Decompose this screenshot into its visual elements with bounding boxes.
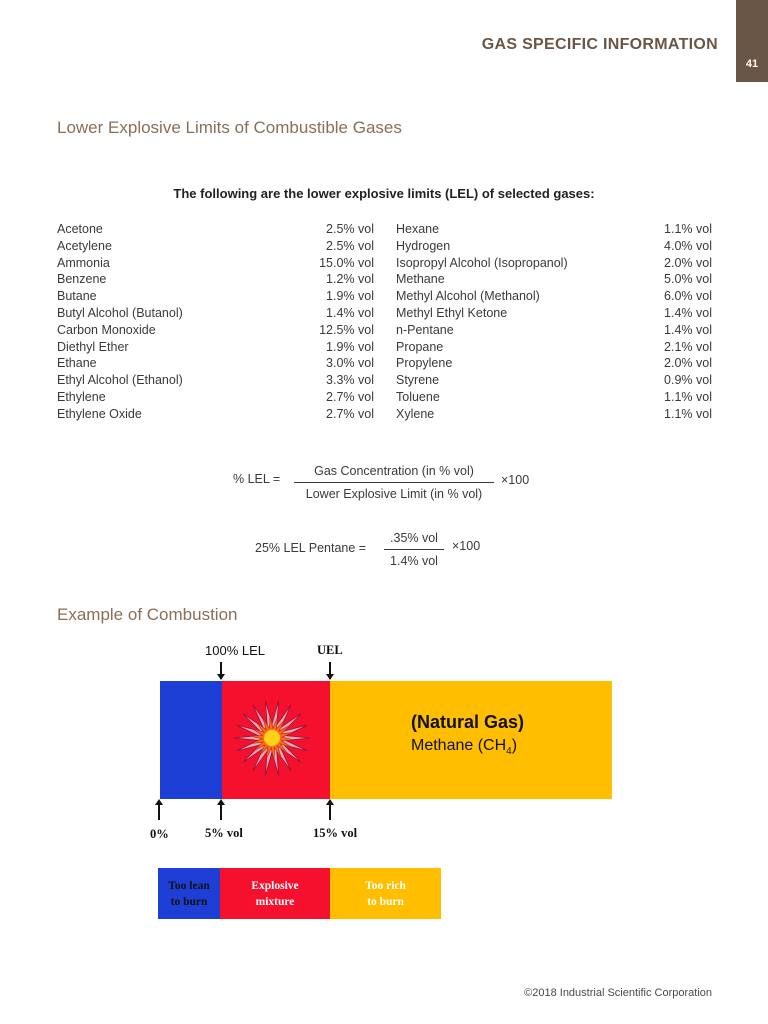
gas-name: Butane	[57, 289, 97, 304]
gas-row	[396, 339, 712, 356]
formula1-multiplier: ×100	[501, 473, 530, 487]
gas-name: Methyl Ethyl Ketone	[396, 305, 508, 320]
gas-row	[57, 322, 374, 339]
gas-row	[57, 389, 374, 406]
gas-name: Ethyl Alcohol (Ethanol)	[57, 373, 183, 388]
gas-name: Diethyl Ether	[57, 339, 129, 354]
formula2-multiplier: ×100	[452, 539, 481, 553]
gas-lel-value: 2.7% vol	[326, 406, 374, 421]
gas-lel-value: 2.5% vol	[326, 238, 374, 253]
scale-arrow-15-icon	[329, 804, 331, 820]
legend-line: to burn	[170, 895, 208, 908]
gas-name: Ethylene Oxide	[57, 406, 142, 421]
gas-name: n-Pentane	[396, 322, 454, 337]
gas-name: Isopropyl Alcohol (Isopropanol)	[396, 255, 568, 270]
gas-list-right	[396, 221, 712, 423]
gas-row	[57, 288, 374, 305]
gas-lel-value: 2.7% vol	[326, 389, 374, 404]
gas-lel-value: 4.0% vol	[664, 238, 712, 253]
gas-name: Propane	[396, 339, 444, 354]
gas-lel-value: 1.4% vol	[664, 322, 712, 337]
gas-row	[396, 288, 712, 305]
formula2-lhs: 25% LEL Pentane =	[255, 541, 367, 555]
gas-row	[396, 221, 712, 238]
gas-lel-value: 2.1% vol	[664, 339, 712, 354]
gas-lel-value: 1.1% vol	[664, 406, 712, 421]
legend-line: Too lean	[168, 879, 210, 892]
gas-row	[57, 238, 374, 255]
gas-lel-value: 2.0% vol	[664, 255, 712, 270]
section-title-lel: Lower Explosive Limits of Combustible Gases	[57, 118, 402, 137]
legend-too-lean	[158, 868, 220, 919]
gas-row	[396, 389, 712, 406]
gas-name: Toluene	[396, 389, 440, 404]
gas-lel-value: 3.3% vol	[326, 373, 374, 388]
gas-formula-prefix: Methane (CH	[411, 737, 507, 754]
gas-lel-value: 6.0% vol	[664, 289, 712, 304]
legend-explosive	[220, 868, 330, 919]
gas-name: Xylene	[396, 406, 435, 421]
gas-row	[57, 221, 374, 238]
gas-list-left	[57, 221, 374, 423]
section-title-combustion: Example of Combustion	[57, 605, 238, 624]
gas-row	[396, 406, 712, 423]
gas-formula-suffix: )	[511, 737, 518, 754]
formula2-numerator: .35% vol	[390, 531, 438, 545]
gas-formula-subscript: 4	[506, 746, 512, 758]
gas-name: Carbon Monoxide	[57, 322, 156, 337]
footer-copyright: ©2018 Industrial Scientific Corporation	[524, 987, 712, 999]
gas-name: Hexane	[396, 222, 440, 236]
gas-name: Propylene	[396, 356, 453, 371]
scale-label-0: 0%	[150, 827, 169, 841]
gas-name: Butyl Alcohol (Butanol)	[57, 305, 183, 320]
gas-name: Acetone	[57, 222, 103, 236]
gas-name: Ethane	[57, 356, 97, 371]
gas-row	[396, 322, 712, 339]
scale-label-5: 5% vol	[205, 826, 243, 840]
gas-row	[57, 271, 374, 288]
formula2-fraction	[384, 531, 444, 568]
gas-row	[396, 305, 712, 322]
gas-lel-value: 2.0% vol	[664, 356, 712, 371]
marker-label-lel: 100% LEL	[205, 643, 265, 658]
lel-intro-text: The following are the lower explosive limits (LEL) of selected gases:	[173, 186, 595, 201]
gas-lel-value: 1.1% vol	[664, 222, 712, 236]
gas-row	[396, 372, 712, 389]
gas-row	[396, 255, 712, 272]
gas-lel-value: 5.0% vol	[664, 272, 712, 287]
gas-lel-value: 1.4% vol	[664, 305, 712, 320]
page-header-title: GAS SPECIFIC INFORMATION	[481, 36, 718, 53]
gas-row	[57, 255, 374, 272]
gas-name: Benzene	[57, 272, 107, 287]
scale-arrow-0-icon	[158, 804, 160, 820]
gas-name: Ammonia	[57, 255, 110, 270]
gas-category-label: (Natural Gas)	[411, 712, 525, 732]
gas-name: Acetylene	[57, 238, 112, 253]
gas-lel-value: 12.5% vol	[319, 322, 374, 337]
explosion-icon	[232, 698, 312, 778]
formula1-lhs: % LEL =	[233, 472, 281, 486]
formula1-numerator: Gas Concentration (in % vol)	[314, 464, 474, 478]
legend-line: Too rich	[365, 879, 406, 892]
legend-line: to burn	[367, 895, 404, 908]
page-number: 41	[745, 58, 759, 70]
legend-line: Explosive	[251, 879, 299, 892]
gas-row	[396, 271, 712, 288]
formula1-fraction	[294, 464, 494, 501]
gas-row	[396, 355, 712, 372]
uel-arrow-icon	[329, 662, 331, 679]
gas-lel-value: 1.2% vol	[326, 272, 374, 287]
gas-name: Methyl Alcohol (Methanol)	[396, 289, 540, 304]
gas-row	[57, 355, 374, 372]
page-number-tab	[736, 0, 768, 82]
gas-lel-value: 1.1% vol	[664, 389, 712, 404]
gas-name: Styrene	[396, 373, 440, 388]
gas-name: Methane	[396, 272, 445, 287]
marker-label-uel: UEL	[317, 643, 343, 657]
gas-lel-value: 3.0% vol	[326, 356, 374, 371]
gas-lel-value: 2.5% vol	[326, 222, 374, 236]
gas-row	[57, 305, 374, 322]
scale-label-15: 15% vol	[313, 826, 358, 840]
gas-formula-label	[411, 737, 517, 757]
gas-lel-value: 0.9% vol	[664, 373, 712, 388]
legend-too-rich	[330, 868, 441, 919]
gas-lel-value: 1.9% vol	[326, 339, 374, 354]
gas-row	[396, 238, 712, 255]
gas-name: Ethylene	[57, 389, 106, 404]
gas-row	[57, 372, 374, 389]
formula2-denominator: 1.4% vol	[384, 549, 444, 568]
zone-too-lean	[160, 681, 222, 799]
gas-row	[57, 406, 374, 423]
lel-arrow-icon	[220, 662, 222, 679]
gas-row	[57, 339, 374, 356]
formula1-denominator: Lower Explosive Limit (in % vol)	[294, 482, 494, 501]
gas-lel-value: 15.0% vol	[319, 255, 374, 270]
gas-name: Hydrogen	[396, 238, 451, 253]
scale-arrow-5-icon	[220, 804, 222, 820]
gas-lel-value: 1.4% vol	[326, 305, 374, 320]
gas-lel-value: 1.9% vol	[326, 289, 374, 304]
legend-line: mixture	[255, 895, 295, 908]
